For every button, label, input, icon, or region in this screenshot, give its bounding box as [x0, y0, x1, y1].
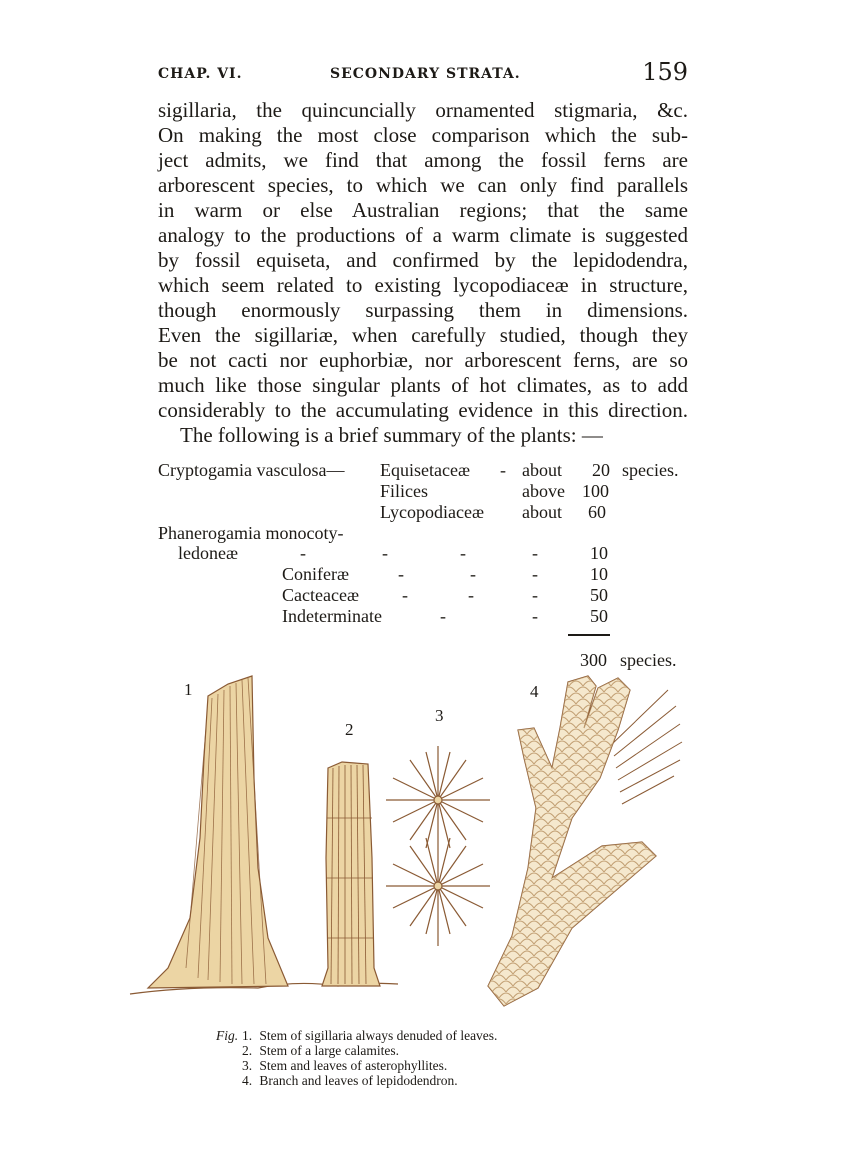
text-line: in warm or else Australian regions; that the same — [158, 198, 688, 222]
total-rule — [568, 634, 610, 636]
caption-line — [216, 1058, 497, 1073]
calamites-stem-illustration — [322, 762, 380, 986]
page-number: 159 — [642, 58, 688, 86]
caption-text: Stem of a large calamites. — [259, 1043, 399, 1058]
leader-dash: - — [460, 543, 466, 563]
leader-dash: - — [532, 564, 538, 584]
figure-label-2: 2 — [345, 720, 354, 739]
row-count: 50 — [590, 606, 608, 626]
leader-dash: - — [398, 564, 404, 584]
group-label-phanerogamia: Phanerogamia monocoty- — [158, 523, 344, 543]
body-paragraph — [158, 98, 688, 448]
row-count: 60 — [588, 502, 606, 522]
text-line: be not cacti nor euphorbiæ, nor arborescent ferns, are so — [158, 348, 688, 372]
row-count: 10 — [590, 543, 608, 563]
figure-label-3: 3 — [435, 706, 444, 725]
caption-text: Stem and leaves of asterophyllites. — [259, 1058, 448, 1073]
row-count: 10 — [590, 564, 608, 584]
summary-intro: The following is a brief summary of the plants: — — [180, 423, 603, 447]
leader-dash: - — [402, 585, 408, 605]
running-title: SECONDARY STRATA. — [330, 66, 521, 82]
row-name: Cacteaceæ — [282, 585, 359, 605]
text-line: considerably to the accumulating evidence in this direction. — [158, 398, 688, 422]
caption-number: 1. — [242, 1028, 253, 1043]
running-header — [158, 58, 688, 92]
text-line: arborescent species, to which we can only find parallels — [158, 173, 688, 197]
row-name: Coniferæ — [282, 564, 349, 584]
total-count: 300 — [580, 650, 607, 670]
leader-dash: - — [532, 606, 538, 626]
text-line: On making the most close comparison which the sub- — [158, 123, 688, 147]
group-label-phanerogamia-cont: ledoneæ — [178, 543, 238, 563]
caption-number: 3. — [242, 1058, 253, 1073]
leader-dash: - — [500, 460, 506, 480]
leader-dash: - — [300, 543, 306, 563]
leader-dash: - — [382, 543, 388, 563]
row-unit: species. — [622, 460, 679, 480]
lepidodendron-branch-illustration — [488, 676, 682, 1006]
fossil-illustrations — [128, 668, 688, 1028]
caption-line — [216, 1073, 497, 1088]
text-line: analogy to the productions of a warm climate is suggested — [158, 223, 688, 247]
row-name: Equisetaceæ — [380, 460, 470, 480]
text-line: by fossil equiseta, and confirmed by the lepidodendra, — [158, 248, 688, 272]
caption-text: Branch and leaves of lepidodendron. — [259, 1073, 458, 1088]
row-qualifier: about — [522, 502, 562, 522]
asterophyllites-illustration — [386, 746, 490, 946]
total-unit: species. — [620, 650, 677, 670]
leader-dash: - — [470, 564, 476, 584]
leader-dash: - — [440, 606, 446, 626]
figure-caption — [216, 1028, 497, 1088]
row-qualifier: above — [522, 481, 565, 501]
fossil-plant-figure — [128, 668, 688, 1028]
text-line: ject admits, we find that among the fossil ferns are — [158, 148, 688, 172]
text-line: though enormously surpassing them in dimensions. — [158, 298, 688, 322]
row-count: 50 — [590, 585, 608, 605]
row-name: Indeterminate — [282, 606, 382, 626]
caption-prefix: Fig. — [216, 1028, 239, 1043]
leader-dash: - — [468, 585, 474, 605]
row-name: Lycopodiaceæ — [380, 502, 484, 522]
text-line: which seem related to existing lycopodiaceæ in structure, — [158, 273, 688, 297]
row-count: 20 — [592, 460, 610, 480]
caption-text: Stem of sigillaria always denuded of leaves. — [259, 1028, 498, 1043]
group-label-cryptogamia: Cryptogamia vasculosa— — [158, 460, 345, 480]
row-count: 100 — [582, 481, 609, 501]
text-line: Even the sigillariæ, when carefully studied, though they — [158, 323, 688, 347]
leader-dash: - — [532, 543, 538, 563]
row-name: Filices — [380, 481, 428, 501]
caption-number: 2. — [242, 1043, 253, 1058]
caption-number: 4. — [242, 1073, 253, 1088]
leader-dash: - — [532, 585, 538, 605]
caption-line — [216, 1043, 497, 1058]
figure-label-1: 1 — [184, 680, 193, 699]
row-qualifier: about — [522, 460, 562, 480]
sigillaria-stem-illustration — [148, 676, 288, 988]
chapter-label: CHAP. VI. — [158, 66, 243, 82]
text-line: sigillaria, the quincuncially ornamented stigmaria, &c. — [158, 98, 688, 122]
text-line: much like those singular plants of hot climates, as to add — [158, 373, 688, 397]
figure-label-4: 4 — [530, 682, 539, 701]
caption-line — [216, 1028, 497, 1043]
